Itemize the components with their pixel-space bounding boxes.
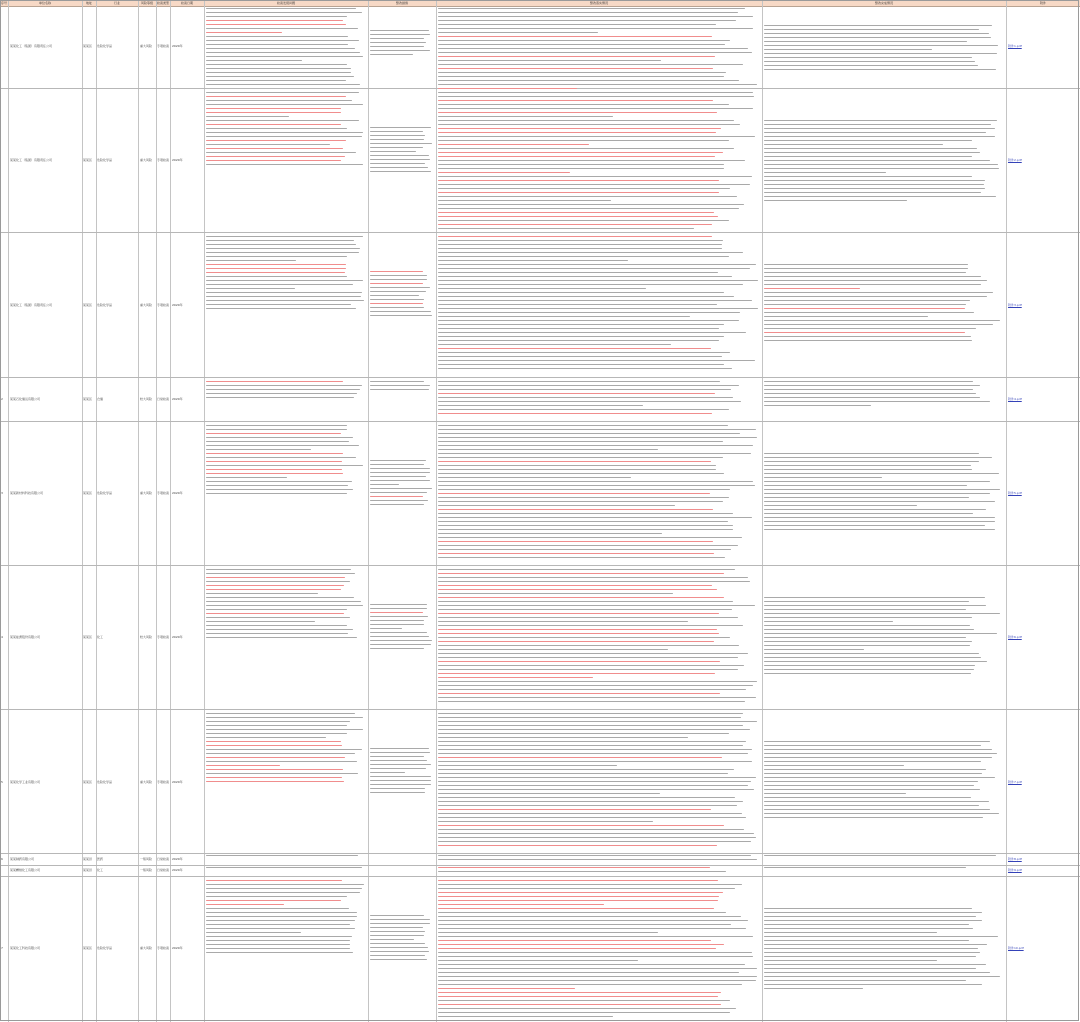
cell-text-lines: [206, 425, 364, 497]
cell-text-lines: [438, 236, 758, 372]
cell-kind[interactable]: 日常检查: [157, 868, 170, 872]
cell-no: 2: [1, 397, 3, 401]
cell-area[interactable]: 某某区: [83, 44, 93, 48]
cell-company[interactable]: 某某精细化工有限公司: [10, 868, 41, 872]
cell-date[interactable]: 2020年: [172, 491, 183, 495]
cell-text-lines: [764, 908, 1000, 992]
cell-no: 7: [1, 946, 3, 950]
header-kind[interactable]: 检查类型: [156, 1, 169, 5]
cell-text-lines: [206, 880, 364, 956]
attachment-link[interactable]: 附件5.pdf: [1008, 491, 1022, 495]
cell-company[interactable]: 某某化学工业有限公司: [10, 780, 41, 784]
cell-level[interactable]: 一般风险: [140, 857, 153, 861]
cell-industry[interactable]: 医药: [97, 857, 104, 861]
cell-text-lines: [438, 92, 758, 232]
cell-area[interactable]: 某某区: [83, 946, 93, 950]
attachment-link[interactable]: 附件9.pdf: [1008, 868, 1022, 872]
cell-text-lines: [206, 713, 364, 785]
cell-no: 6: [1, 857, 3, 861]
cell-industry[interactable]: 危险化学品: [97, 491, 113, 495]
attachment-link[interactable]: 附件8.pdf: [1008, 857, 1022, 861]
cell-area[interactable]: 某某区: [83, 397, 93, 401]
attachment-link[interactable]: 附件10.pdf: [1008, 946, 1024, 950]
header-no[interactable]: 序号: [0, 1, 7, 5]
header-attachment[interactable]: 附件: [1039, 1, 1046, 5]
cell-no: 3: [1, 491, 3, 495]
cell-text-lines: [370, 604, 432, 652]
cell-date[interactable]: 2020年: [172, 946, 183, 950]
cell-level[interactable]: 重大风险: [140, 946, 153, 950]
cell-text-lines: [206, 867, 364, 871]
cell-text-lines: [438, 867, 758, 875]
cell-area[interactable]: 某某县: [83, 857, 93, 861]
cell-company[interactable]: 某某化工（集团）有限责任公司: [10, 158, 53, 162]
cell-date[interactable]: 2020年: [172, 158, 183, 162]
cell-industry[interactable]: 危险化学品: [97, 44, 113, 48]
cell-text-lines: [764, 264, 1000, 344]
cell-date[interactable]: 2020年: [172, 857, 183, 861]
cell-company[interactable]: 某某石化储运有限公司: [10, 397, 41, 401]
cell-date[interactable]: 2020年: [172, 44, 183, 48]
cell-level[interactable]: 重大风险: [140, 44, 153, 48]
header-measures[interactable]: 整改措施: [395, 1, 408, 5]
cell-industry[interactable]: 化工: [97, 868, 104, 872]
cell-area[interactable]: 某某区: [83, 158, 93, 162]
cell-level[interactable]: 较大风险: [140, 397, 153, 401]
cell-area[interactable]: 某某区: [83, 303, 93, 307]
cell-industry[interactable]: 危险化学品: [97, 158, 113, 162]
cell-text-lines: [764, 867, 1000, 871]
attachment-link[interactable]: 附件1.pdf: [1008, 44, 1022, 48]
header-level[interactable]: 风险等级: [140, 1, 153, 5]
cell-industry[interactable]: 危险化学品: [97, 780, 113, 784]
header-area[interactable]: 地址: [85, 1, 92, 5]
cell-text-lines: [206, 8, 364, 88]
cell-company[interactable]: 某某制药有限公司: [10, 857, 35, 861]
cell-level[interactable]: 重大风险: [140, 491, 153, 495]
cell-industry[interactable]: 危险化学品: [97, 303, 113, 307]
cell-kind[interactable]: 专项检查: [157, 780, 170, 784]
cell-text-lines: [370, 748, 432, 796]
cell-area[interactable]: 某某区: [83, 780, 93, 784]
cell-kind[interactable]: 日常检查: [157, 397, 170, 401]
cell-level[interactable]: 较大风险: [140, 635, 153, 639]
header-problems[interactable]: 检查发现问题: [276, 1, 295, 5]
cell-level[interactable]: 重大风险: [140, 780, 153, 784]
cell-no: 4: [1, 635, 3, 639]
cell-text-lines: [764, 120, 1000, 204]
cell-text-lines: [438, 569, 758, 705]
cell-text-lines: [438, 713, 758, 849]
cell-date[interactable]: 2020年: [172, 868, 183, 872]
cell-text-lines: [206, 381, 364, 401]
cell-industry[interactable]: 化工: [97, 635, 104, 639]
cell-text-lines: [370, 30, 432, 58]
cell-text-lines: [370, 381, 432, 393]
cell-company[interactable]: 某某新材料科技有限公司: [10, 491, 44, 495]
cell-kind[interactable]: 专项检查: [157, 158, 170, 162]
header-company[interactable]: 单位名称: [38, 1, 51, 5]
cell-company[interactable]: 某某化工（集团）有限责任公司: [10, 303, 53, 307]
header-progress[interactable]: 整改落实情况: [589, 1, 608, 5]
cell-text-lines: [764, 597, 1000, 677]
attachment-link[interactable]: 附件3.pdf: [1008, 303, 1022, 307]
cell-text-lines: [370, 271, 432, 319]
cell-text-lines: [438, 8, 758, 92]
cell-industry[interactable]: 危险化学品: [97, 946, 113, 950]
cell-text-lines: [764, 453, 1000, 533]
cell-date[interactable]: 2020年: [172, 397, 183, 401]
cell-area[interactable]: 某某县: [83, 868, 93, 872]
cell-kind[interactable]: 日常检查: [157, 857, 170, 861]
cell-text-lines: [206, 569, 364, 641]
cell-kind[interactable]: 专项检查: [157, 946, 170, 950]
attachment-link[interactable]: 附件2.pdf: [1008, 158, 1022, 162]
attachment-link[interactable]: 附件7.pdf: [1008, 780, 1022, 784]
cell-text-lines: [370, 460, 432, 508]
cell-kind[interactable]: 专项检查: [157, 303, 170, 307]
cell-kind[interactable]: 专项检查: [157, 491, 170, 495]
attachment-link[interactable]: 附件6.pdf: [1008, 635, 1022, 639]
attachment-link[interactable]: 附件4.pdf: [1008, 397, 1022, 401]
cell-company[interactable]: 某某能源股份有限公司: [10, 635, 41, 639]
cell-date[interactable]: 2020年: [172, 303, 183, 307]
cell-text-lines: [438, 855, 758, 863]
cell-date[interactable]: 2020年: [172, 635, 183, 639]
cell-text-lines: [370, 127, 432, 175]
cell-level[interactable]: 重大风险: [140, 303, 153, 307]
cell-company[interactable]: 某某化工科技有限公司: [10, 946, 41, 950]
header-completion[interactable]: 整改完成情况: [874, 1, 893, 5]
cell-text-lines: [370, 915, 432, 963]
cell-text-lines: [206, 92, 364, 168]
cell-kind[interactable]: 专项检查: [157, 635, 170, 639]
cell-date[interactable]: 2020年: [172, 780, 183, 784]
cell-text-lines: [438, 880, 758, 1020]
cell-text-lines: [206, 855, 364, 859]
header-industry[interactable]: 行业: [113, 1, 120, 5]
cell-text-lines: [206, 236, 364, 312]
cell-kind[interactable]: 专项检查: [157, 44, 170, 48]
cell-area[interactable]: 某某区: [83, 635, 93, 639]
cell-text-lines: [764, 741, 1000, 821]
cell-area[interactable]: 某某区: [83, 491, 93, 495]
cell-level[interactable]: 一般风险: [140, 868, 153, 872]
cell-no: 5: [1, 780, 3, 784]
cell-text-lines: [764, 25, 1000, 73]
cell-level[interactable]: 重大风险: [140, 158, 153, 162]
cell-text-lines: [764, 855, 1000, 859]
cell-company[interactable]: 某某化工（集团）有限责任公司: [10, 44, 53, 48]
cell-text-lines: [764, 381, 1000, 409]
cell-text-lines: [438, 381, 758, 417]
cell-text-lines: [438, 425, 758, 561]
header-date[interactable]: 检查日期: [180, 1, 193, 5]
cell-industry[interactable]: 仓储: [97, 397, 104, 401]
